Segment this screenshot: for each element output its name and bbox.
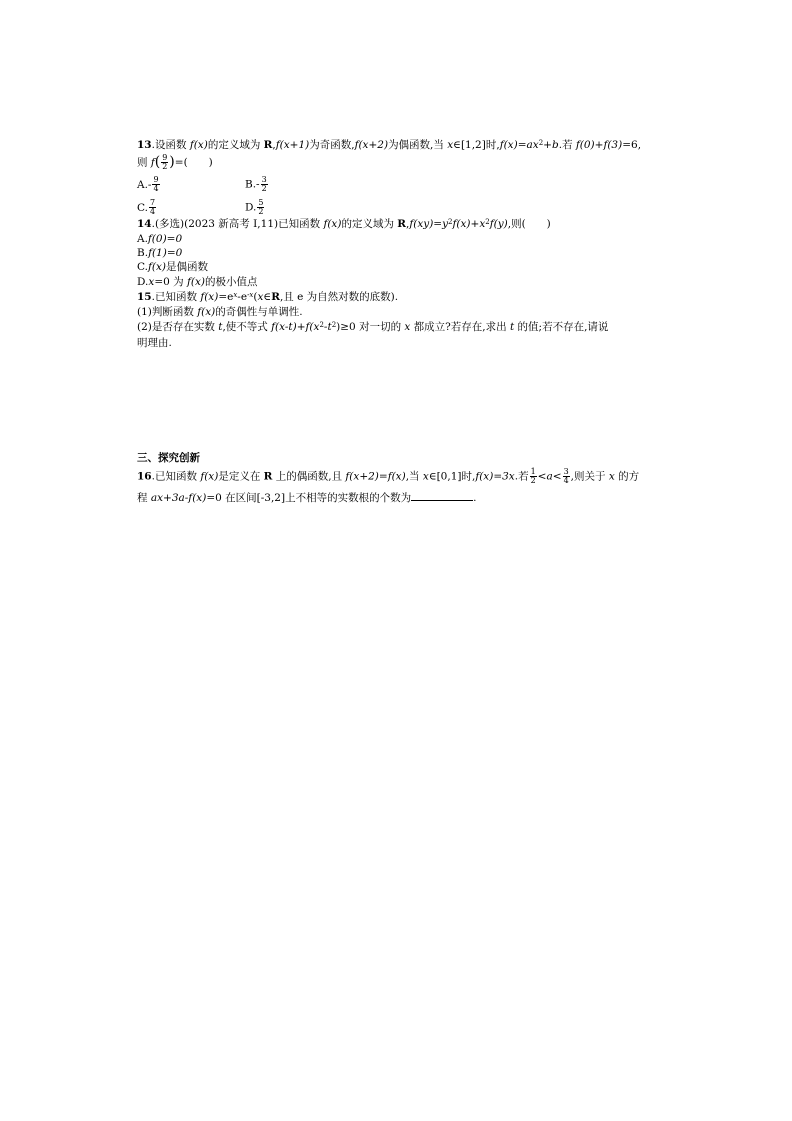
q13-line1: 13.设函数 f(x)的定义域为 R,f(x+1)为奇函数,f(x+2)为偶函数,当 x∈[1,2]时$,f(x)=ax^2+b$.若 f(0)+f(3)=6, [137, 139, 642, 151]
q13-option-c: C. $\frac{7}{4}$ [137, 198, 156, 216]
q13-options-ab [137, 176, 667, 193]
q13-option-a: A.- $\frac{9}{4}$ [137, 175, 159, 193]
q15-part1: (1)判断函数 f(x)的奇偶性与单调性. [137, 306, 303, 318]
q13-option-d: D. $\frac{5}{2}$ [245, 198, 264, 216]
q13-line2: 则 f( $\frac{9}{2}$ )=( ) [137, 153, 213, 171]
q15-part2-line2: 明理由. [137, 337, 172, 349]
q16-fraction-three-quarters: $\frac{3}{4}$ [563, 467, 569, 485]
q16-fraction-half: $\frac{1}{2}$ [530, 467, 536, 485]
q15-part2-line1: (2)是否存在实数 t,使不等式 $f(x-t)+f(x^2-t^2)\ge 0$ 对一切的 x 都成立?若存在,求出 t 的值;若不存在,请说 [137, 321, 609, 333]
q16-line1: 16.已知函数 f(x)是定义在 R 上的偶函数,且 f(x+2)=f(x),当 x∈[0,1]时,f(x)=3x.若 $\frac{1}{2}$ <a< $\frac{3}{4}$ ,则关于 x 的方 [137, 467, 640, 485]
q13-number: 13 [137, 139, 152, 151]
q14-option-b: B.f(1)=0 [137, 247, 183, 259]
q13-options-cd [137, 199, 667, 216]
q14-number: 14 [137, 218, 152, 230]
q15-line1: 15.已知函数 $f(x)=e^x-e^{-x}(x\in R$,且 e 为自然对数的底数). [137, 291, 399, 303]
section-heading: 三、探究创新 [137, 452, 200, 464]
q13-option-b: B.- $\frac{3}{2}$ [245, 175, 267, 193]
q14-option-c: C.f(x)是偶函数 [137, 261, 209, 273]
q15-number: 15 [137, 291, 152, 303]
q13-fraction-9-2: $\frac{9}{2}$ [162, 153, 168, 171]
answer-blank[interactable] [411, 490, 473, 501]
q16-number: 16 [137, 470, 152, 483]
q16-line2: 程 ax+3a-f(x)=0 在区间[-3,2]上不相等的实数根的个数为 . [137, 492, 477, 504]
q14-line1: 14.(多选)(2023 新高考 Ⅰ,11)已知函数 f(x)的定义域为 $R,f(xy)=y^2f(x)+x^2f(y)$,则( ) [137, 218, 551, 230]
q14-option-a: A.f(0)=0 [137, 233, 183, 245]
q14-option-d: D.x=0 为 f(x)的极小值点 [137, 276, 258, 288]
